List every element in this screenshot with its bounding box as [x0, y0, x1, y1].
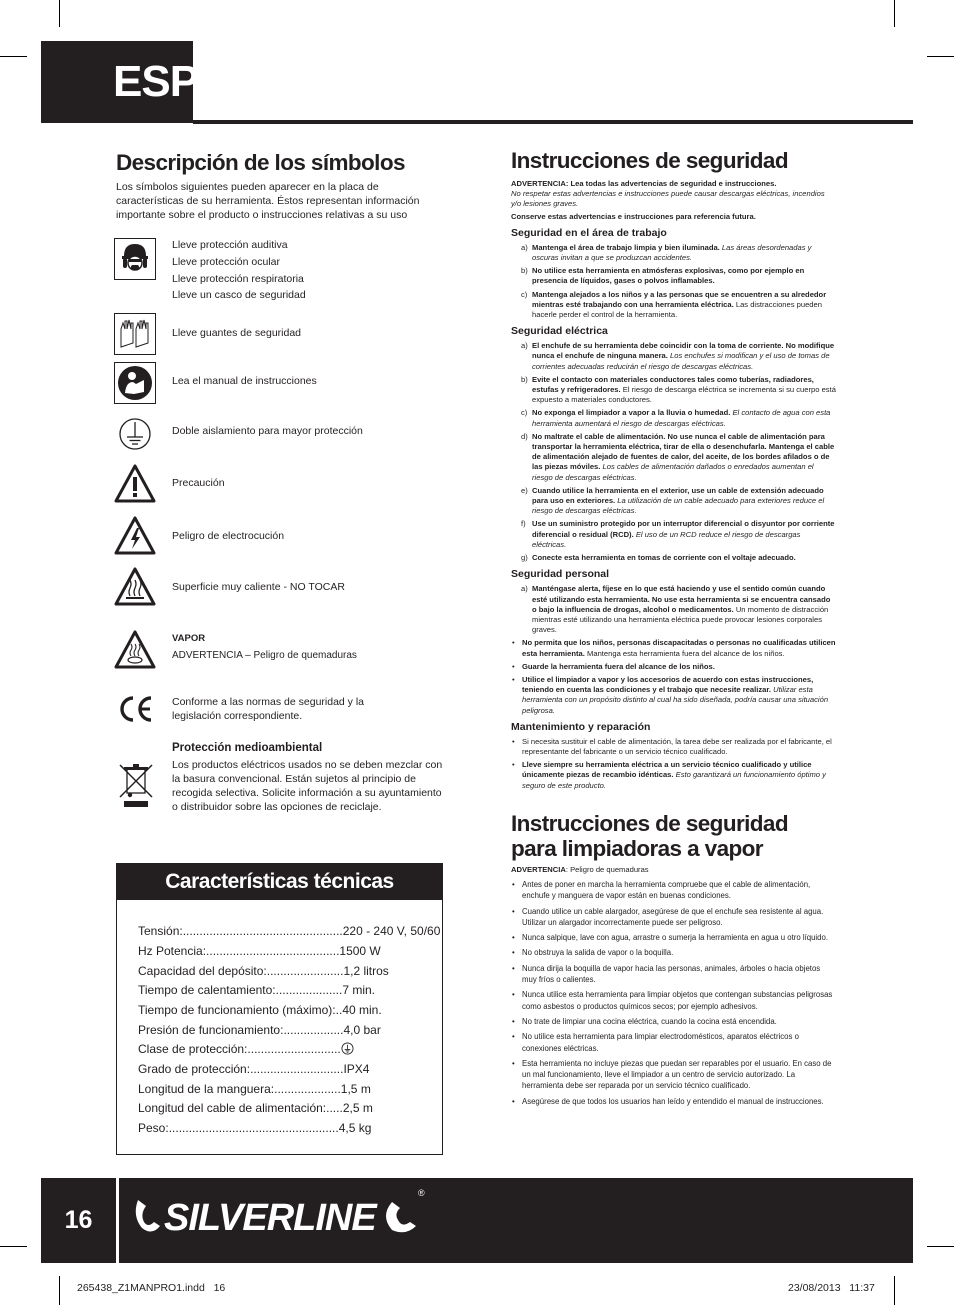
- maintenance-title: Mantenimiento y reparación: [511, 720, 651, 733]
- crop-mark: [59, 1276, 60, 1305]
- double-insulation-icon: [114, 413, 156, 455]
- steam-warning-label: ADVERTENCIA: [511, 864, 566, 874]
- list-item: [511, 553, 836, 563]
- item-text: Las distracciones pueden hacerle perder el control de la herramienta.: [532, 299, 822, 320]
- item-italic: Los cables de alimentación dañados o enredados aumentan el riesgo de descargas eléctricas.: [532, 462, 814, 482]
- list-item: [511, 486, 836, 517]
- list-item: [511, 266, 836, 286]
- crop-mark: [0, 56, 27, 57]
- symbol-caution-row: [114, 463, 444, 505]
- steam-bullet: • No obstruya la salida de vapor o la boquilla.: [511, 947, 836, 958]
- symbol-ce-row: [114, 690, 444, 730]
- safety-warning: ADVERTENCIA: Lea todas las advertencias de seguridad e instrucciones.: [511, 179, 777, 188]
- symbols-intro: Los símbolos siguientes pueden aparecer en la placa de características de su herramienta. Éstos representan información importante sobre el producto o instrucciones relativas a su uso: [116, 181, 420, 221]
- maintenance-list: [511, 737, 836, 791]
- spec-label: Tiempo de funcionamiento (máximo):: [138, 1003, 336, 1017]
- spec-row: [138, 1001, 438, 1021]
- spec-label: Grado de protección:: [138, 1062, 251, 1076]
- crop-mark: [927, 56, 954, 57]
- spec-value: 7 min.: [342, 983, 376, 997]
- steam-bullet: • Antes de poner en marcha la herramienta compruebe que el cable de alimentación, enchufe y manguera de vapor están en buenas condiciones.: [511, 879, 836, 902]
- spec-label: Clase de protección:: [138, 1042, 248, 1056]
- item-key: a): [521, 341, 528, 351]
- spec-label: Capacidad del depósito:: [138, 964, 267, 978]
- registered-mark: ®: [418, 1188, 425, 1198]
- vapor-text: [172, 630, 452, 664]
- list-item: [511, 341, 836, 372]
- spec-row: [138, 1099, 438, 1119]
- item-key: g): [521, 553, 528, 563]
- list-item: [511, 375, 836, 406]
- safety-warning-note: No respetar estas advertencias e instrucciones puede causar descargas eléctricas, incendios y/o lesiones graves.: [511, 189, 825, 209]
- caution-label: Precaución: [172, 477, 225, 489]
- list-item: [511, 243, 836, 263]
- spec-row: [138, 1119, 438, 1139]
- steam-bullet: • Nunca salpique, lave con agua, arrastre o sumerja la herramienta en agua u otro líquido.: [511, 932, 836, 943]
- item-bold: Mantenga el área de trabajo limpia y bien iluminada.: [532, 242, 720, 252]
- item-bold: Evite el contacto con materiales conductores tales como tuberías, radiadores, estufas y refrigeradores.: [532, 374, 814, 395]
- item-italic: Utilizar esta herramienta con un propósito distinto al cual ha sido diseñada, podría causar una situación peligrosa.: [522, 685, 829, 715]
- language-tab: ESP: [41, 41, 193, 123]
- spec-row: [138, 981, 438, 1001]
- personal-list: [511, 638, 836, 715]
- spec-value: 4,0 bar: [343, 1023, 381, 1037]
- item-key: a): [521, 242, 528, 252]
- spec-leader: ....................: [274, 1082, 341, 1096]
- electrical-list: [511, 341, 836, 563]
- item-key: c): [521, 408, 528, 418]
- hot-surface-label: Superficie muy caliente - NO TOCAR: [172, 581, 345, 593]
- caution-icon: [114, 463, 156, 505]
- environment-body: Los productos eléctricos usados no se deben mezclar con la basura convencional. Están sujetos al principio de recogida selectiva. Solicite información a su ayuntamiento o distribuidor sobre las opciones de reciclaje.: [172, 759, 443, 813]
- list-item: [511, 432, 836, 483]
- ppe-label: Lleve protección respiratoria: [172, 272, 304, 285]
- spec-label: Peso:: [138, 1121, 169, 1135]
- item-bold: Manténgase alerta, fíjese en lo que está haciendo y use el sentido común cuando esté utilizando esta herramienta. No use esta herramienta si se encuentra cansado o bajo la influencia de drogas, alcohol o medicamentos.: [532, 584, 831, 614]
- bullet-item: [511, 737, 836, 757]
- item-bold: No permita que los niños, personas discapacitadas o personas no cualificadas utilicen esta herramienta.: [522, 638, 836, 658]
- spec-row: [138, 942, 438, 962]
- gloves-label: Lleve guantes de seguridad: [172, 327, 302, 339]
- item-italic: Las áreas desordenadas y oscuras invitan a que se produzcan accidentes.: [532, 242, 812, 263]
- spec-leader: .......................: [266, 964, 344, 978]
- item-bold: No maltrate el cable de alimentación. No use nunca el cable de alimentación para transportar la herramienta eléctrica, tirar de ella o desenchufarla. Mantenga el cable de alimentación alejado de fuentes de calor, del aceite, de los bordes afilados o de las piezas móviles.: [532, 431, 835, 472]
- spec-value: 4,5 kg: [338, 1121, 372, 1135]
- item-text: Si necesita sustituir el cable de alimentación, la tarea debe ser realizada por el fabricante, el representante del fabricante o un servicio técnico cualificado.: [522, 736, 832, 756]
- item-key: a): [521, 584, 528, 594]
- symbol-electrocution-row: [114, 515, 444, 557]
- ppe-label: Lleve un casco de seguridad: [172, 289, 306, 302]
- work-area-list: [511, 243, 836, 320]
- ce-label: Conforme a las normas de seguridad y la legislación correspondiente.: [172, 696, 365, 722]
- ppe-icon: [114, 238, 156, 280]
- list-item: [511, 290, 836, 321]
- spec-leader: ...................................................: [168, 1121, 339, 1135]
- crop-mark: [894, 0, 895, 27]
- spec-leader: ........................................: [206, 944, 340, 958]
- electrocution-label: Peligro de electrocución: [172, 530, 285, 542]
- item-bold: No exponga el limpiador a vapor a la lluvia o humedad.: [532, 408, 731, 418]
- steam-bullet: • Asegúrese de que todos los usuarios han leído y entendido el manual de instrucciones.: [511, 1096, 836, 1107]
- spec-label: Longitud de la manguera:: [138, 1082, 275, 1096]
- spec-row: [138, 1021, 438, 1041]
- specs-panel: [116, 863, 443, 1155]
- symbols-title: Descripción de los símbolos: [116, 150, 405, 175]
- list-item: [511, 408, 836, 428]
- environment-text: [172, 741, 447, 814]
- item-bold: Mantenga alejados a los niños y a las personas que se encuentren a su alrededor mientras esté trabajando con una herramienta eléctrica.: [532, 289, 827, 309]
- file-slug: 265438_Z1MANPRO1.indd 16: [77, 1282, 226, 1294]
- item-text: Mantenga esta herramienta fuera del alcance de los niños.: [587, 648, 785, 658]
- header-rule: [193, 120, 913, 124]
- item-bold: El enchufe de su herramienta debe coincidir con la toma de corriente. No modifique nunca el enchufe de ninguna manera.: [532, 341, 835, 361]
- specs-title: Características técnicas: [117, 864, 442, 900]
- steam-bullet: • Nunca dirija la boquilla de vapor hacia las personas, animales, árboles o hacia objetos muy fríos o calientes.: [511, 963, 836, 986]
- item-bold: Lleve siempre su herramienta eléctrica a un servicio técnico cualificado y utilice únicamente piezas de recambio idénticas.: [522, 760, 812, 780]
- item-bold: Use un suministro protegido por un interruptor diferencial o disyuntor por corriente diferencial o residual (RCD).: [532, 519, 835, 539]
- crop-mark: [894, 1276, 895, 1305]
- symbol-vapor-row: [114, 628, 444, 672]
- bullet-item: [511, 760, 836, 791]
- item-bold: No utilice esta herramienta en atmósferas explosivas, como por ejemplo en presencia de líquidos, gases o polvos inflamables.: [532, 266, 805, 286]
- steam-list: [511, 879, 836, 1107]
- spec-label: Tensión:: [138, 924, 183, 938]
- item-key: d): [521, 431, 528, 441]
- symbol-gloves-row: [114, 313, 444, 355]
- item-key: b): [521, 374, 528, 384]
- bullet-item: [511, 675, 836, 716]
- item-text: Un momento de distracción mientras esté utilizando una herramienta eléctrica puede provocar lesiones corporales graves.: [532, 604, 829, 635]
- spec-label: Longitud del cable de alimentación:: [138, 1101, 327, 1115]
- spec-label: Hz Potencia:: [138, 944, 207, 958]
- steam-bullet: • No trate de limpiar una cocina eléctrica, cuando la cocina está encendida.: [511, 1016, 836, 1027]
- spec-row: [138, 1040, 438, 1060]
- spec-row: [138, 1080, 438, 1100]
- steam-bullet: • Esta herramienta no incluye piezas que puedan ser reparables por el usuario. En caso de un mal funcionamiento, lleve el limpiador a un centro de servicio autorizado. La herramienta debe ser reparada por un servicio técnico cualificado.: [511, 1058, 836, 1092]
- spec-leader: ............................: [247, 1042, 341, 1056]
- spec-value: 40 min.: [342, 1003, 382, 1017]
- ppe-label: Lleve protección auditiva: [172, 239, 288, 251]
- symbol-manual-row: [114, 362, 444, 404]
- item-italic: Esto garantizará un funcionamiento óptimo y seguro de este producto.: [522, 770, 826, 790]
- weee-bin-icon: [116, 761, 156, 809]
- footer-divider: [116, 1178, 119, 1263]
- spec-value: 220 - 240 V, 50/60: [342, 924, 441, 938]
- item-bold: Guarde la herramienta fuera del alcance de los niños.: [522, 661, 715, 671]
- spec-label: Tiempo de calentamiento:: [138, 983, 276, 997]
- crop-mark: [0, 1246, 27, 1247]
- vapor-title: VAPOR: [172, 633, 206, 644]
- spec-label: Presión de funcionamiento:: [138, 1023, 284, 1037]
- spec-value: 1,5 m: [340, 1082, 371, 1096]
- item-bold: Conecte esta herramienta en tomas de corriente con el voltaje adecuado.: [532, 553, 796, 563]
- environment-title: Protección medioambiental: [172, 742, 323, 754]
- spec-leader: .....: [326, 1101, 343, 1115]
- symbol-insulation-row: [114, 413, 444, 455]
- earth-symbol-icon: [341, 1042, 354, 1055]
- vapor-icon: [114, 629, 156, 671]
- spec-leader: ..................: [283, 1023, 344, 1037]
- spec-row: [138, 962, 438, 982]
- safety-keep: Conserve estas advertencias e instrucciones para referencia futura.: [511, 211, 756, 221]
- item-italic: El uso de un RCD reduce el riesgo de descargas eléctricas.: [532, 529, 801, 549]
- page-number: 16: [64, 1206, 93, 1234]
- item-bold: Utilice el limpiador a vapor y los accesorios de acuerdo con estas instrucciones, teniendo en cuenta las condiciones y el trabajo que necesite realizar.: [522, 674, 814, 695]
- crop-mark: [59, 0, 60, 27]
- item-italic: La utilización de un cable adecuado para exteriores reduce el riesgo de descargas eléctricas.: [532, 496, 825, 516]
- personal-title: Seguridad personal: [511, 568, 610, 581]
- manual-label: Lea el manual de instrucciones: [172, 375, 317, 387]
- spec-leader: ..: [335, 1003, 343, 1017]
- item-key: e): [521, 485, 528, 495]
- date-slug: 23/08/2013 11:37: [788, 1282, 875, 1294]
- item-italic: El contacto de agua con esta herramienta aumentará el riesgo de descargas eléctricas.: [532, 408, 831, 428]
- steam-bullet: • Cuando utilice un cable alargador, asegúrese de que el enchufe sea resistente al agua. Utilizar un alargador incorrectamente puede ser peligroso.: [511, 906, 836, 929]
- electrocution-icon: [114, 515, 156, 557]
- spec-value: 2,5 m: [342, 1101, 373, 1115]
- bullet-item: [511, 662, 836, 672]
- steam-warning: [511, 865, 836, 875]
- spec-leader: ....................: [275, 983, 343, 997]
- gloves-icon: [114, 313, 156, 355]
- steam-warning-text: : Peligro de quemaduras: [565, 864, 649, 874]
- insulation-label: Doble aislamiento para mayor protección: [172, 425, 363, 437]
- symbol-hot-surface-row: [114, 566, 444, 608]
- personal-item: [511, 584, 836, 635]
- spec-leader: ............................: [250, 1062, 344, 1076]
- read-manual-icon: [114, 362, 156, 404]
- symbol-environment-row: [114, 741, 444, 821]
- steam-bullet: • Nunca utilice esta herramienta para limpiar objetos que contengan substancias peligrosas como asbestos o productos químicos secos; por ejemplo adhesivos.: [511, 989, 836, 1012]
- spec-value: 1500 W: [339, 944, 381, 958]
- bullet-item: [511, 638, 836, 658]
- steam-title: Instrucciones de seguridad para limpiadoras a vapor: [511, 810, 788, 861]
- spec-value: 1,2 litros: [343, 964, 389, 978]
- item-key: f): [521, 519, 526, 529]
- spec-leader: ................................................: [182, 924, 343, 938]
- item-key: b): [521, 266, 528, 276]
- item-text: El riesgo de descarga eléctrica se incrementa si su cuerpo está expuesto a materiales conductores.: [532, 385, 836, 405]
- hot-surface-icon: [114, 566, 156, 608]
- list-item: [511, 519, 836, 550]
- item-key: c): [521, 289, 528, 299]
- electrical-title: Seguridad eléctrica: [511, 325, 608, 338]
- spec-row: [138, 1060, 438, 1080]
- vapor-warning: ADVERTENCIA – Peligro de quemaduras: [172, 650, 357, 661]
- steam-bullet: • No utilice esta herramienta para limpiar electrodomésticos, aparatos eléctricos o conexiones eléctricas.: [511, 1031, 836, 1054]
- item-bold: Cuando utilice la herramienta en el exterior, use un cable de extensión adecuado para uso en exteriores.: [532, 485, 824, 506]
- ppe-labels: [172, 237, 452, 304]
- ce-mark-icon: [114, 690, 156, 728]
- item-italic: Los enchufes si modifican y el uso de tomas de corrientes adecuadas reducirán el riesgo de descargas eléctricas.: [532, 351, 830, 371]
- silverline-logo: [130, 1188, 430, 1244]
- ppe-label: Lleve protección ocular: [172, 255, 280, 268]
- spec-value: IPX4: [343, 1062, 370, 1076]
- crop-mark: [927, 1246, 954, 1247]
- symbol-ppe-row: [114, 236, 444, 306]
- work-area-title: Seguridad en el área de trabajo: [511, 226, 667, 239]
- logo-wordmark: SILVERLINE: [164, 1197, 376, 1239]
- safety-title: Instrucciones de seguridad: [511, 148, 788, 173]
- spec-row: [138, 922, 441, 942]
- safety-column: [511, 148, 836, 1107]
